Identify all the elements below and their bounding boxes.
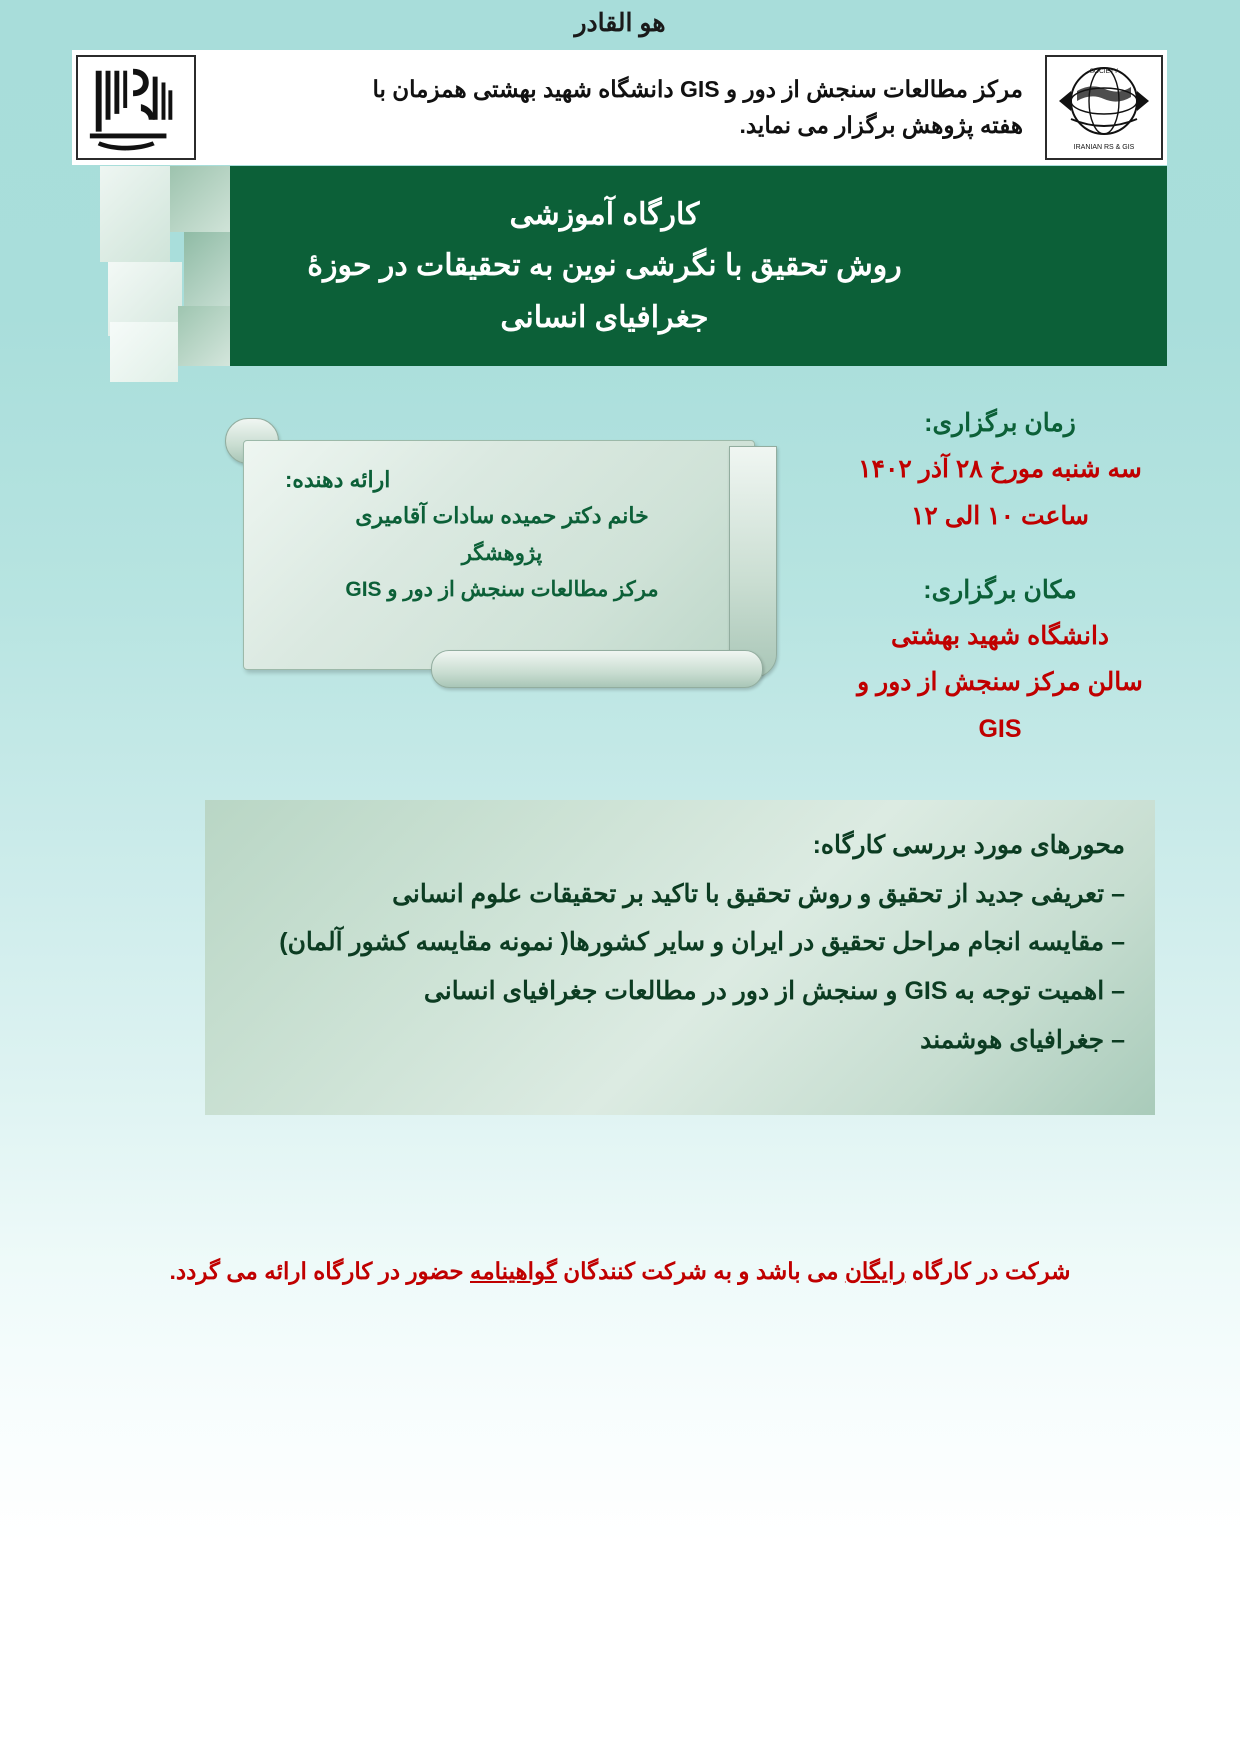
topic-item-1: – تعریفی جدید از تحقیق و روش تحقیق با تاکید بر تحقیقات علوم انسانی	[392, 879, 1125, 908]
footer-free-word: رایگان	[844, 1258, 906, 1284]
footer-part-3: حضور در کارگاه ارائه می گردد.	[169, 1258, 470, 1284]
svg-text:IRANIAN RS & GIS: IRANIAN RS & GIS	[1073, 144, 1135, 151]
title-line-3: جغرافیای انسانی	[500, 300, 709, 334]
event-place-line-1: دانشگاه شهید بهشتی	[890, 622, 1110, 650]
sbu-university-logo	[76, 55, 196, 160]
event-place-line-2: سالن مرکز سنجش از دور و GIS	[857, 668, 1143, 743]
page-header-invocation: هو القادر	[574, 9, 666, 37]
topic-item-3: – اهمیت توجه به GIS و سنجش از دور در مطالعات جغرافیای انسانی	[423, 977, 1125, 1005]
presenter-details	[267, 462, 737, 609]
event-time-label: زمان برگزاری:	[924, 409, 1076, 437]
presenter-affiliation: مرکز مطالعات سنجش از دور و GIS	[345, 578, 659, 602]
event-spacer	[850, 539, 1150, 567]
remote-sensing-gis-society-logo	[1045, 55, 1163, 160]
event-date-value: سه شنبه مورخ ۲۸ آذر ۱۴۰۲	[858, 455, 1142, 484]
footer-note	[0, 1258, 1240, 1285]
svg-text:SOCIETY: SOCIETY	[1089, 68, 1119, 75]
footer-certificate-word: گواهینامه	[470, 1258, 557, 1284]
topics-heading: محورهای مورد بررسی کارگاه:	[812, 831, 1125, 859]
event-place-label: مکان برگزاری:	[923, 575, 1077, 604]
header-line-2: هفته پژوهش برگزار می نماید.	[739, 111, 1023, 138]
event-hours-value: ساعت ۱۰ الی ۱۲	[911, 501, 1089, 530]
presenter-role: پژوهشگر	[461, 541, 543, 565]
title-lines	[72, 166, 1167, 366]
header-band	[72, 50, 1167, 165]
header-organizer-text	[200, 50, 1041, 165]
presenter-scroll	[215, 418, 785, 688]
topic-item-2: – مقایسه انجام مراحل تحقیق در ایران و سایر کشورها( نمونه مقایسه کشور آلمان)	[279, 928, 1125, 957]
footer-part-2: می باشد و به شرکت کنندگان	[556, 1258, 845, 1284]
title-line-2: روش تحقیق با نگرشی نوین به تحقیقات در حوزهٔ	[307, 249, 902, 283]
workshop-title-block	[72, 166, 1167, 366]
presenter-label: ارائه دهنده:	[285, 467, 391, 492]
event-details	[850, 400, 1150, 752]
footer-part-1: شرکت در کارگاه	[905, 1258, 1071, 1284]
header-line-1: مرکز مطالعات سنجش از دور و GIS دانشگاه شهید بهشتی همزمان با	[372, 75, 1023, 102]
presenter-name: خانم دکتر حمیده سادات آقامیری	[355, 503, 649, 529]
scroll-roll-bottom	[431, 650, 763, 688]
workshop-topics-panel	[205, 800, 1155, 1115]
topic-item-4: – جغرافیای هوشمند	[920, 1025, 1125, 1054]
sbu-logo-artwork	[82, 61, 190, 154]
title-line-1: کارگاه آموزشی	[509, 197, 700, 231]
